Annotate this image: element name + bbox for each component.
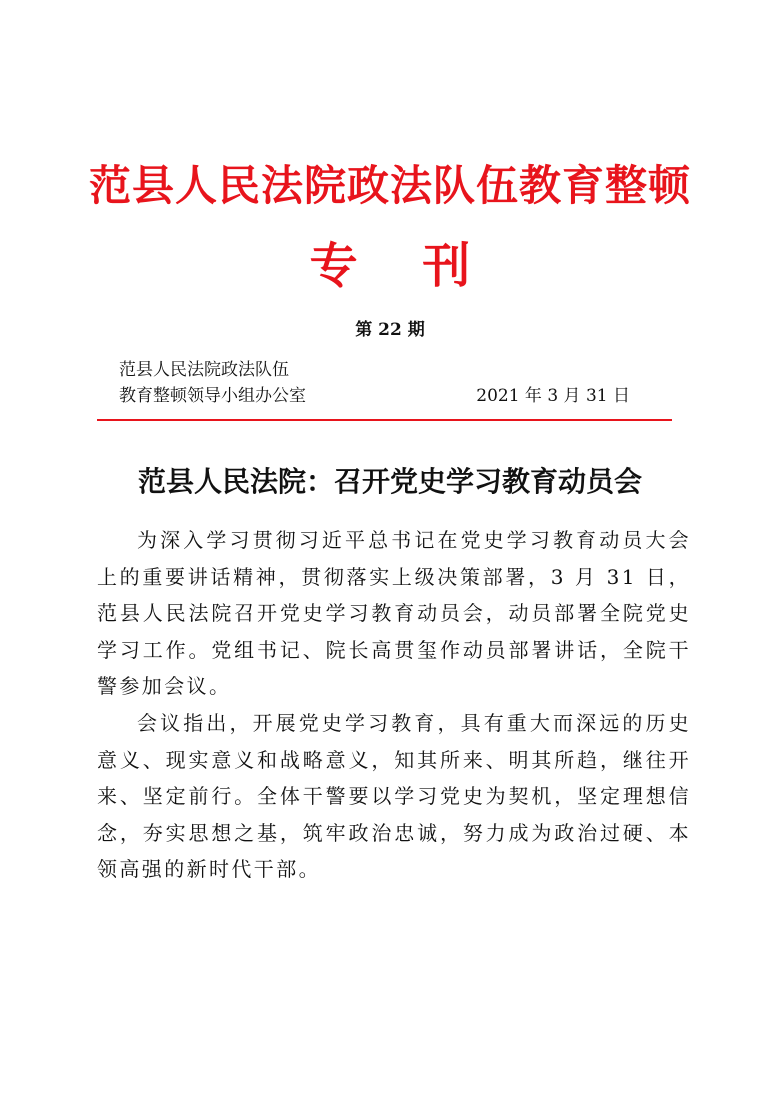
masthead-title: 范县人民法院政法队伍教育整顿 bbox=[88, 161, 691, 210]
issue-number: 第 22 期 bbox=[355, 320, 425, 340]
issuer-line-1: 范县人民法院政法队伍 bbox=[119, 360, 289, 380]
issuer-line-2: 教育整顿领导小组办公室 bbox=[119, 386, 306, 406]
masthead-subtitle: 专 刊 bbox=[309, 238, 495, 294]
article-paragraph-1: 为深入学习贯彻习近平总书记在党史学习教育动员大会上的重要讲话精神，贯彻落实上级决策部署，3 月 31 日，范县人民法院召开党史学习教育动员会，动员部署全院党史学习工作。党组书记、院长高贯玺作动员部署讲话，全院干警参加会议。 bbox=[97, 528, 691, 699]
article-paragraph-2: 会议指出，开展党史学习教育，具有重大而深远的历史意义、现实意义和战略意义，知其所来、明其所趋，继往开来、坚定前行。全体干警要以学习党史为契机，坚定理想信念，夯实思想之基，筑牢政治忠诚，努力成为政治过硬、本领高强的新时代干部。 bbox=[97, 710, 691, 882]
issue-date: 2021 年 3 月 31 日 bbox=[476, 386, 630, 406]
article-body bbox=[97, 522, 691, 888]
article-title: 范县人民法院：召开党史学习教育动员会 bbox=[137, 465, 642, 498]
red-divider-line bbox=[97, 419, 672, 421]
